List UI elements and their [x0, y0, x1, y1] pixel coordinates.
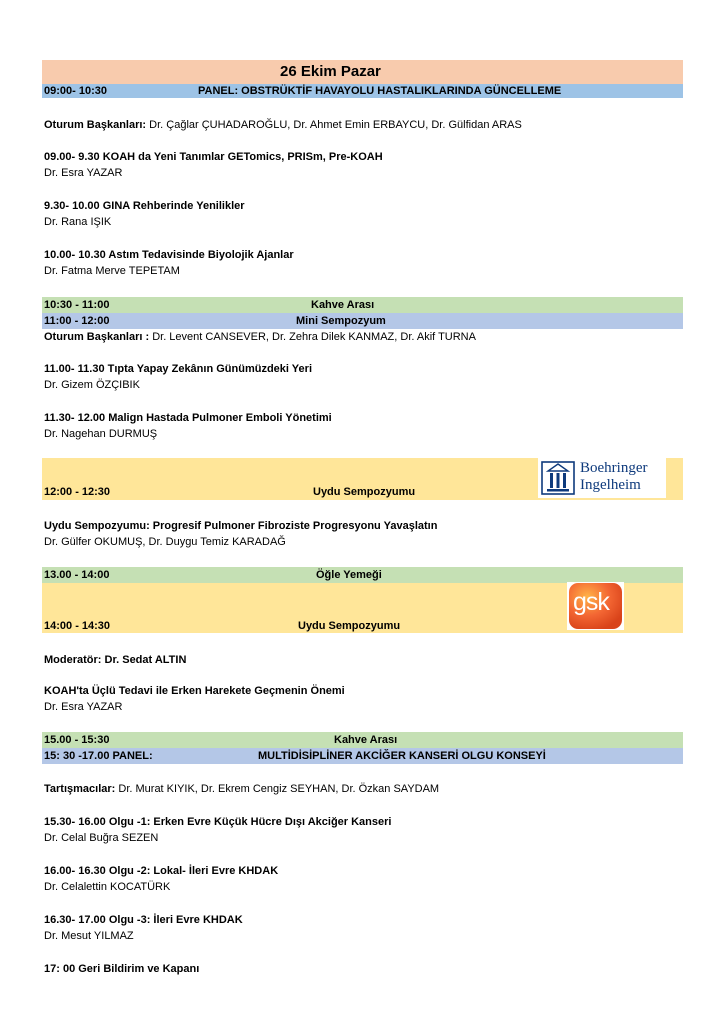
sat2-talk-title: KOAH'ta Üçlü Tedavi ile Erken Harekete Geçmenin Önemi: [44, 685, 345, 697]
discussants-names: Dr. Murat KIYIK, Dr. Ekrem Cengiz SEYHAN, Dr. Özkan SAYDAM: [115, 783, 440, 795]
case-title: 16.30- 17.00 Olgu -3: İleri Evre KHDAK: [44, 914, 243, 926]
sat1-speakers: Dr. Gülfer OKUMUŞ, Dr. Duygu Temiz KARADAĞ: [44, 536, 286, 548]
discussants-label: Tartışmacılar:: [44, 783, 116, 795]
panel1-time: 09:00- 10:30: [44, 85, 107, 97]
discussants: [44, 782, 439, 796]
sat2-time: 14:00 - 14:30: [44, 620, 111, 632]
break2-time: 15.00 - 15:30: [44, 734, 110, 746]
panel2-title: MULTİDİSİPLİNER AKCİĞER KANSERİ OLGU KONSEYİ: [258, 750, 546, 762]
talk-title: 11.00- 11.30 Tıpta Yapay Zekânın Günümüzdeki Yeri: [44, 363, 312, 375]
sat2-label: Uydu Sempozyumu: [298, 620, 401, 632]
closing: 17: 00 Geri Bildirim ve Kapanı: [44, 963, 200, 975]
talk-speaker: Dr. Rana IŞIK: [44, 216, 112, 228]
talk-speaker: Dr. Fatma Merve TEPETAM: [44, 265, 180, 277]
talk-title: 09.00- 9.30 KOAH da Yeni Tanımlar GETomics, PRISm, Pre-KOAH: [44, 151, 383, 163]
boehringer-emblem-icon: [541, 461, 575, 495]
panel2-time: 15: 30 -17.00 PANEL:: [44, 750, 153, 762]
page-title: 26 Ekim Pazar: [280, 63, 381, 80]
gsk-wordmark: gsk: [573, 588, 609, 616]
case-title: 15.30- 16.00 Olgu -1: Erken Evre Küçük Hücre Dışı Akciğer Kanseri: [44, 816, 392, 828]
moderator: Moderatör: Dr. Sedat ALTIN: [44, 654, 187, 666]
boehringer-name-1: Boehringer: [580, 460, 648, 476]
talk-speaker: Dr. Nagehan DURMUŞ: [44, 428, 158, 440]
chairs2-names: Dr. Levent CANSEVER, Dr. Zehra Dilek KANMAZ, Dr. Akif TURNA: [149, 331, 476, 343]
boehringer-name-2: Ingelheim: [580, 477, 641, 493]
gsk-logo: [567, 582, 624, 630]
talk-title: 9.30- 10.00 GINA Rehberinde Yenilikler: [44, 200, 245, 212]
case-speaker: Dr. Mesut YILMAZ: [44, 930, 134, 942]
sat1-time: 12:00 - 12:30: [44, 486, 111, 498]
mini-time: 11:00 - 12:00: [44, 315, 110, 327]
talk-speaker: Dr. Gizem ÖZÇIBIK: [44, 379, 140, 391]
lunch-time: 13.00 - 14:00: [44, 569, 110, 581]
chairs2: [44, 330, 476, 344]
sat1-title: Uydu Sempozyumu: Progresif Pulmoner Fibroziste Progresyonu Yavaşlatın: [44, 520, 438, 532]
sat1-label: Uydu Sempozyumu: [313, 486, 416, 498]
case-speaker: Dr. Celal Buğra SEZEN: [44, 832, 159, 844]
boehringer-logo: [538, 458, 666, 498]
chairs1-names: Dr. Çağlar ÇUHADAROĞLU, Dr. Ahmet Emin ERBAYCU, Dr. Gülfidan ARAS: [146, 119, 522, 131]
panel1-title: PANEL: OBSTRÜKTİF HAVAYOLU HASTALIKLARINDA GÜNCELLEME: [198, 85, 562, 97]
sat2-talk-speaker: Dr. Esra YAZAR: [44, 701, 123, 713]
case-speaker: Dr. Celalettin KOCATÜRK: [44, 881, 171, 893]
break1-time: 10:30 - 11:00: [44, 299, 110, 311]
chairs1-label: Oturum Başkanları:: [44, 119, 147, 131]
chairs2-label: Oturum Başkanları :: [44, 331, 150, 343]
talk-speaker: Dr. Esra YAZAR: [44, 167, 123, 179]
break2-label: Kahve Arası: [334, 734, 398, 746]
case-title: 16.00- 16.30 Olgu -2: Lokal- İleri Evre KHDAK: [44, 865, 279, 877]
break1-label: Kahve Arası: [311, 299, 375, 311]
talk-title: 10.00- 10.30 Astım Tedavisinde Biyolojik Ajanlar: [44, 249, 294, 261]
mini-label: Mini Sempozyum: [296, 315, 386, 327]
lunch-label: Öğle Yemeği: [316, 569, 382, 581]
chairs1: [44, 118, 522, 132]
talk-title: 11.30- 12.00 Malign Hastada Pulmoner Emboli Yönetimi: [44, 412, 332, 424]
